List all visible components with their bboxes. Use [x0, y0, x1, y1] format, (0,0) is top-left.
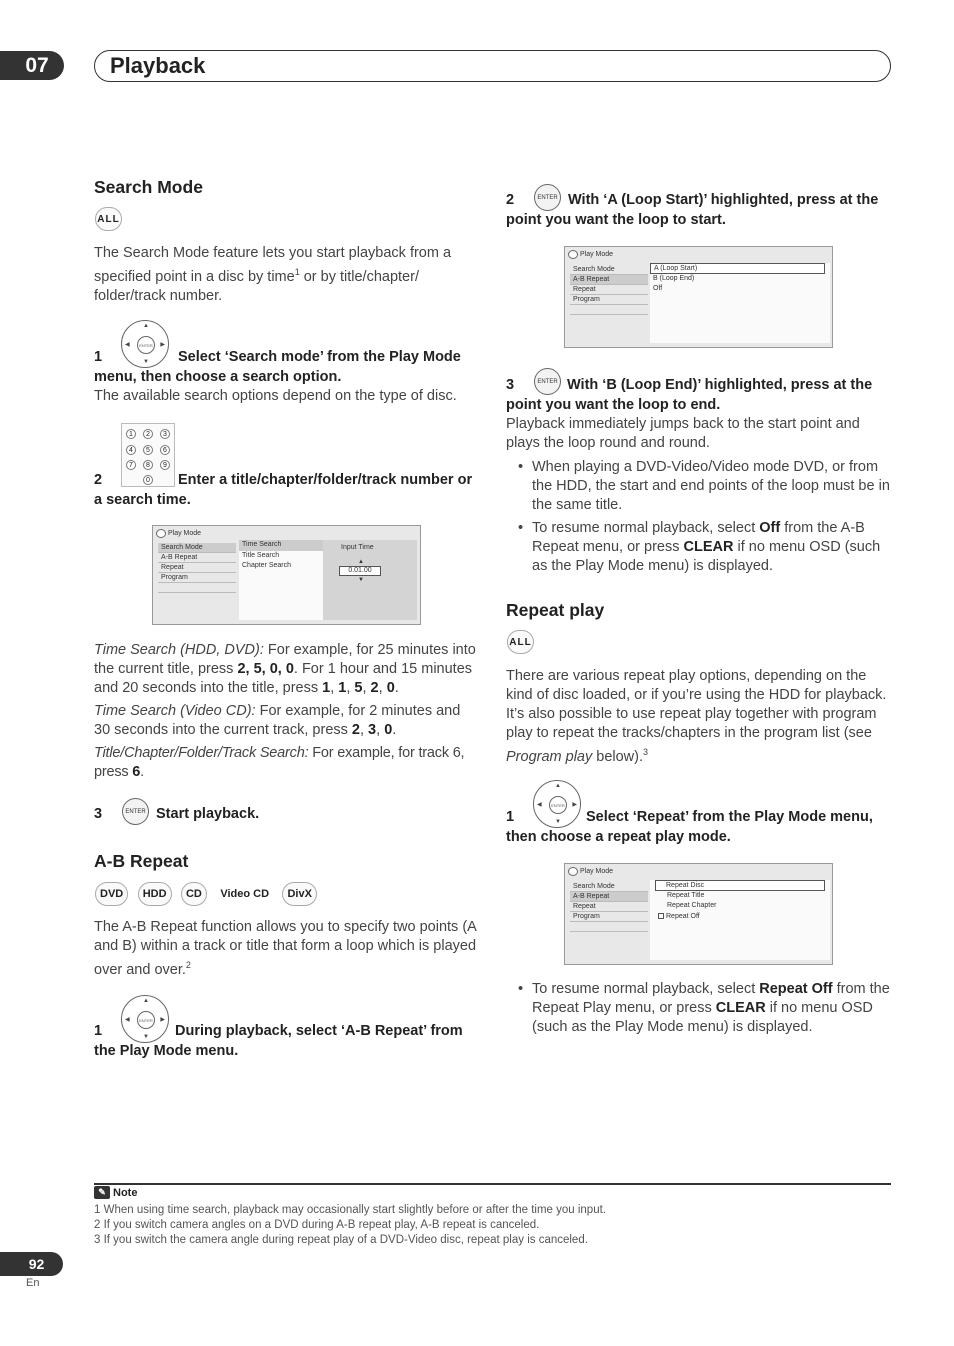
pencil-icon: ✎: [94, 1186, 110, 1199]
repeat-play-intro: There are various repeat play options, depending on the kind of disc loaded, or if you’re using the HDD for playback. It’s also possible to use repeat play together with program play to repeat the tracks/chapters in the program list (see Program play below).$^3$: [506, 668, 887, 765]
play-mode-osd-repeat: Play Mode Search Mode A-B Repeat Repeat Program Repeat Disc Repeat Title Repeat Chapter Repeat Off: [564, 863, 833, 965]
footnote-1: 1 When using time search, playback may occasionally start slightly before or after the time you input.: [94, 1204, 606, 1216]
ab-repeat-intro: The A-B Repeat function allows you to specify two points (A and B) within a track or title that form a loop which is played over and over.$^2$: [94, 919, 477, 978]
ab-step-3-note: Playback immediately jumps back to the start point and plays the loop round and round.: [506, 416, 860, 451]
disc-badge-all: ALL: [95, 207, 122, 231]
ab-repeat-bullets: [506, 458, 890, 580]
footnote-3: 3 If you switch the camera angle during repeat play of a DVD-Video disc, repeat play is canceled.: [94, 1234, 588, 1246]
ab-step-1: 1 During playback, select ‘A-B Repeat’ from the Play Mode menu.: [94, 1023, 463, 1059]
footnote-2: 2 If you switch camera angles on a DVD during A-B repeat play, A-B repeat is canceled.: [94, 1219, 540, 1231]
joystick-icon: ENTER ▲ ▼ ◀ ▶: [533, 780, 581, 828]
footnotes: [94, 1203, 891, 1248]
repeat-disc-badges: [507, 630, 539, 654]
note-divider: [94, 1183, 891, 1185]
repeat-play-heading: Repeat play: [506, 600, 605, 620]
disc-icon: [568, 867, 578, 876]
note-heading: ✎ Note: [94, 1186, 137, 1199]
number-keypad-icon: 1 2 3 4 5 6 7 8 9 0: [121, 423, 175, 487]
disc-badge-all: ALL: [507, 630, 534, 654]
play-mode-osd-ab-repeat: Play Mode Search Mode A-B Repeat Repeat Program A (Loop Start) B (Loop End) Off: [564, 246, 833, 348]
repeat-step-1: 1 Select ‘Repeat’ from the Play Mode menu, then choose a repeat play mode.: [506, 809, 873, 845]
search-mode-intro: The Search Mode feature lets you start playback from a specified point in a disc by time$^1$ or by title/chapter/ folder/track number.: [94, 245, 452, 304]
title-chapter-search: Title/Chapter/Folder/Track Search: For example, for track 6, press 6.: [94, 745, 465, 780]
disc-badges: [95, 207, 127, 231]
ab-repeat-heading: A-B Repeat: [94, 851, 189, 871]
repeat-bullet-1: • To resume normal playback, select Repeat Off from the Repeat Play menu, or press CLEAR if no menu OSD (such as the Play Mode menu) is displayed.: [506, 980, 890, 1037]
joystick-icon: ENTER ▲ ▼ ◀ ▶: [121, 995, 169, 1043]
search-step-1-note: The available search options depend on the type of disc.: [94, 388, 457, 404]
search-step-2: 2 Enter a title/chapter/folder/track number or a search time.: [94, 472, 473, 508]
page-title: Playback: [110, 53, 206, 78]
enter-button-icon: ENTER: [534, 184, 561, 211]
page-header: [94, 50, 891, 82]
search-step-1: 1 Select ‘Search mode’ from the Play Mode menu, then choose a search option.: [94, 349, 461, 385]
disc-badge-divx: DivX: [282, 882, 316, 906]
repeat-bullets: [506, 980, 890, 1041]
page-number: 92: [0, 1252, 63, 1276]
disc-badge-video-cd: Video CD: [220, 888, 270, 900]
ab-repeat-disc-badges: [95, 882, 322, 906]
search-step-3: 3 Start playback.: [94, 806, 260, 822]
time-search-hdd-dvd: Time Search (HDD, DVD): For example, for 25 minutes into the current title, press 2, 5, 0, 0. For 1 hour and 15 minutes and 20 seconds into the title, press 1, 1, 5, 2, 0.: [94, 642, 476, 696]
disc-icon: [156, 529, 166, 538]
disc-badge-cd: CD: [181, 882, 207, 906]
enter-button-icon: ENTER: [534, 368, 561, 395]
search-mode-heading: Search Mode: [94, 177, 203, 197]
page-language: En: [26, 1277, 40, 1289]
ab-bullet-2: • To resume normal playback, select Off from the A-B Repeat menu, or press CLEAR if no menu OSD (such as the Play Mode menu) is displayed.: [506, 519, 890, 576]
disc-badge-hdd: HDD: [138, 882, 172, 906]
disc-badge-dvd: DVD: [95, 882, 128, 906]
disc-icon: [568, 250, 578, 259]
ab-step-2: 2 With ‘A (Loop Start)’ highlighted, press at the point you want the loop to start.: [506, 192, 879, 228]
play-mode-osd-search: Play Mode Search Mode A-B Repeat Repeat Program Time Search Title Search Chapter Search Input Time ▲ 0.01.00 ▼: [152, 525, 421, 625]
ab-bullet-1: • When playing a DVD-Video/Video mode DVD, or from the HDD, the start and end points of the loop must be in the same title.: [506, 458, 890, 515]
chapter-number: 07: [0, 51, 64, 80]
enter-button-icon: ENTER: [122, 798, 149, 825]
ab-step-3: 3 With ‘B (Loop End)’ highlighted, press at the point you want the loop to end.: [506, 377, 873, 413]
joystick-icon: ENTER ▲ ▼ ◀ ▶: [121, 320, 169, 368]
time-search-vcd: Time Search (Video CD): For example, for 2 minutes and 30 seconds into the current track, press 2, 3, 0.: [94, 703, 461, 738]
